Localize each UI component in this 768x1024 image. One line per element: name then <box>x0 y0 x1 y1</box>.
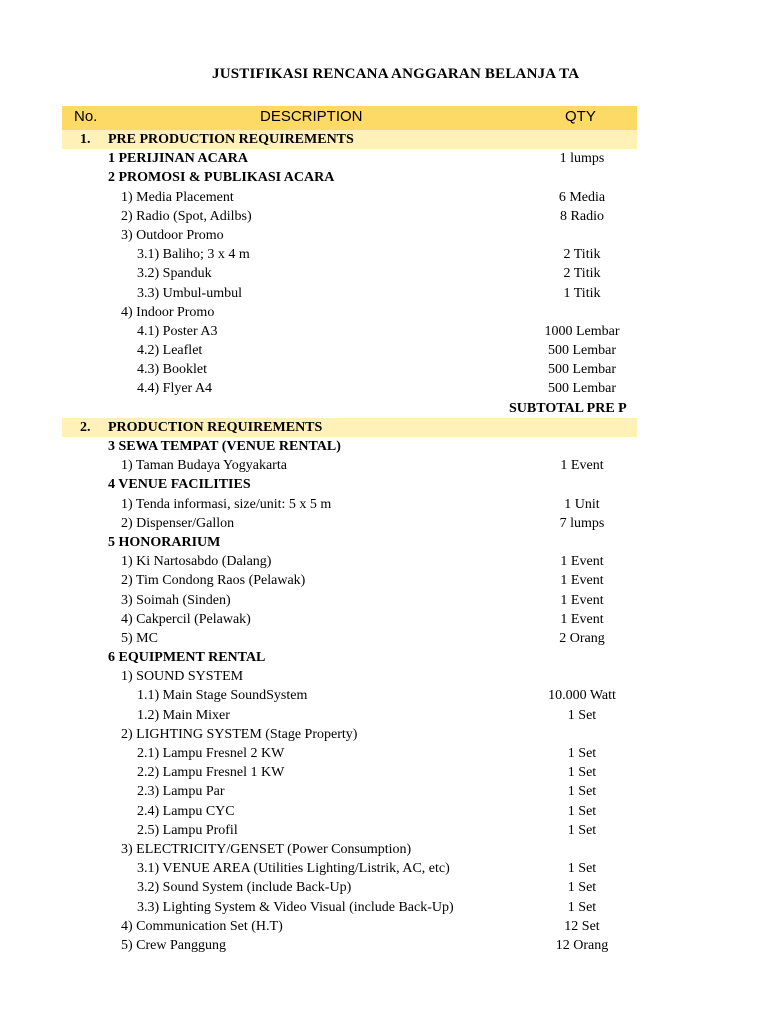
row-description: 2 PROMOSI & PUBLIKASI ACARA <box>108 170 335 186</box>
row-qty: 7 lumps <box>559 515 605 531</box>
row-description: 2) Dispenser/Gallon <box>121 515 235 531</box>
table-row <box>0 763 768 782</box>
row-qty: 1 Event <box>560 573 604 589</box>
table-row <box>0 341 768 360</box>
row-qty: 1 Set <box>567 765 597 781</box>
row-description: 1) Tenda informasi, size/unit: 5 x 5 m <box>121 496 332 512</box>
row-qty: 2 Orang <box>559 630 605 646</box>
table-row <box>0 725 768 744</box>
row-number: 1. <box>80 132 91 147</box>
row-description: 1) SOUND SYSTEM <box>121 669 244 685</box>
row-description: 1) Media Placement <box>121 189 234 205</box>
table-row <box>0 284 768 303</box>
document-title: JUSTIFIKASI RENCANA ANGGARAN BELANJA TA <box>212 66 580 82</box>
row-description: 2.4) Lampu CYC <box>137 803 235 819</box>
table-row <box>0 360 768 379</box>
row-qty: 1 Event <box>560 592 604 608</box>
row-description: 3) Outdoor Promo <box>121 227 224 243</box>
row-qty: 500 Lembar <box>547 362 617 378</box>
table-row <box>0 322 768 341</box>
row-description: PRE PRODUCTION REQUIREMENTS <box>108 132 354 147</box>
row-qty: 12 Set <box>564 918 600 934</box>
row-description: 3 SEWA TEMPAT (VENUE RENTAL) <box>108 439 341 454</box>
table-row <box>0 917 768 936</box>
row-description: 2.2) Lampu Fresnel 1 KW <box>137 765 285 781</box>
row-description: 4) Communication Set (H.T) <box>121 918 283 934</box>
table-row <box>0 782 768 801</box>
row-qty: 12 Orang <box>555 937 609 953</box>
row-description: 3) Soimah (Sinden) <box>121 592 231 608</box>
row-qty: 1000 Lembar <box>544 323 620 339</box>
row-number: 2. <box>80 419 91 435</box>
row-description: 5) Crew Panggung <box>121 937 226 953</box>
row-description: 2) Radio (Spot, Adilbs) <box>121 208 252 224</box>
header-qty: QTY <box>565 108 596 125</box>
row-qty: 1 Event <box>560 458 604 474</box>
row-qty: 1 Event <box>560 611 604 627</box>
row-qty: 8 Radio <box>560 208 604 224</box>
table-row <box>0 149 768 168</box>
row-description: 4) Indoor Promo <box>121 304 215 320</box>
table-row <box>0 495 768 514</box>
table-row <box>0 303 768 322</box>
row-description: 2.1) Lampu Fresnel 2 KW <box>137 746 285 761</box>
subtotal-label: SUBTOTAL PRE P <box>509 400 627 416</box>
row-description: 5 HONORARIUM <box>108 534 221 550</box>
table-row <box>0 514 768 533</box>
table-row <box>0 648 768 667</box>
row-qty: 500 Lembar <box>547 381 617 397</box>
row-description: 1.1) Main Stage SoundSystem <box>137 688 308 704</box>
row-qty: 500 Lembar <box>547 343 617 359</box>
table-row <box>0 168 768 187</box>
row-qty: 6 Media <box>558 189 606 205</box>
row-qty: 2 Titik <box>563 247 601 263</box>
row-qty: 1 Event <box>560 554 604 570</box>
row-description: 4.1) Poster A3 <box>137 323 218 339</box>
row-description: PRODUCTION REQUIREMENTS <box>108 419 323 435</box>
row-description: 2.5) Lampu Profil <box>137 822 238 838</box>
table-header <box>62 106 637 130</box>
table-row <box>0 706 768 725</box>
table-row <box>0 533 768 552</box>
row-description: 3.2) Sound System (include Back-Up) <box>137 880 352 896</box>
subtotal-row <box>0 399 768 418</box>
row-qty: 1 Titik <box>563 285 601 301</box>
row-qty: 2 Titik <box>563 266 601 282</box>
row-qty: 1 lumps <box>559 151 605 167</box>
row-description: 3.3) Umbul-umbul <box>137 285 242 301</box>
table-row <box>0 629 768 648</box>
row-description: 4.2) Leaflet <box>137 343 203 359</box>
table-row <box>0 437 768 456</box>
section-row <box>0 418 768 437</box>
table-row <box>0 744 768 763</box>
row-qty: 1 Set <box>567 880 597 896</box>
row-qty: 1 Set <box>567 861 597 877</box>
row-description: 2) Tim Condong Raos (Pelawak) <box>121 573 306 589</box>
row-qty: 1 Set <box>567 899 597 915</box>
row-description: 2) LIGHTING SYSTEM (Stage Property) <box>121 726 358 742</box>
header-description: DESCRIPTION <box>260 108 363 125</box>
table-row <box>0 571 768 590</box>
table-row <box>0 610 768 629</box>
table-row <box>0 264 768 283</box>
table-row <box>0 859 768 878</box>
table-row <box>0 591 768 610</box>
row-qty: 1 Set <box>567 784 597 800</box>
table-row <box>0 207 768 226</box>
row-qty: 1 Set <box>567 707 597 723</box>
table-row <box>0 667 768 686</box>
row-description: 6 EQUIPMENT RENTAL <box>108 650 266 666</box>
table-row <box>0 878 768 897</box>
header-no: No. <box>74 108 98 125</box>
row-description: 3.3) Lighting System & Video Visual (include Back-Up) <box>137 899 454 915</box>
row-description: 4.3) Booklet <box>137 362 207 378</box>
table-body <box>0 130 768 955</box>
row-description: 1 PERIJINAN ACARA <box>108 151 249 167</box>
row-qty: 1 Set <box>567 803 597 819</box>
table-row <box>0 226 768 245</box>
table-row <box>0 802 768 821</box>
row-description: 1) Taman Budaya Yogyakarta <box>121 458 287 474</box>
row-description: 1) Ki Nartosabdo (Dalang) <box>121 554 272 570</box>
row-description: 5) MC <box>121 630 158 646</box>
row-qty: 1 Set <box>567 822 597 838</box>
row-description: 4 VENUE FACILITIES <box>108 477 251 493</box>
row-description: 2.3) Lampu Par <box>137 784 225 800</box>
table-row <box>0 456 768 475</box>
table-row <box>0 936 768 955</box>
table-row <box>0 552 768 571</box>
table-row <box>0 821 768 840</box>
row-qty: 1 Unit <box>564 496 600 512</box>
table-row <box>0 686 768 705</box>
row-description: 4.4) Flyer A4 <box>137 381 213 397</box>
row-description: 3.1) Baliho; 3 x 4 m <box>137 247 250 263</box>
row-description: 3.2) Spanduk <box>137 266 212 282</box>
table-row <box>0 245 768 264</box>
table-row <box>0 188 768 207</box>
row-qty: 10.000 Watt <box>548 688 616 704</box>
row-description: 4) Cakpercil (Pelawak) <box>121 611 251 627</box>
table-row <box>0 379 768 398</box>
row-description: 3) ELECTRICITY/GENSET (Power Consumption) <box>121 841 412 857</box>
table-row <box>0 840 768 859</box>
section-row <box>0 130 768 149</box>
row-description: 3.1) VENUE AREA (Utilities Lighting/Listrik, AC, etc) <box>137 861 450 877</box>
table-row <box>0 898 768 917</box>
row-description: 1.2) Main Mixer <box>137 707 230 723</box>
table-row <box>0 475 768 494</box>
row-qty: 1 Set <box>567 746 597 761</box>
